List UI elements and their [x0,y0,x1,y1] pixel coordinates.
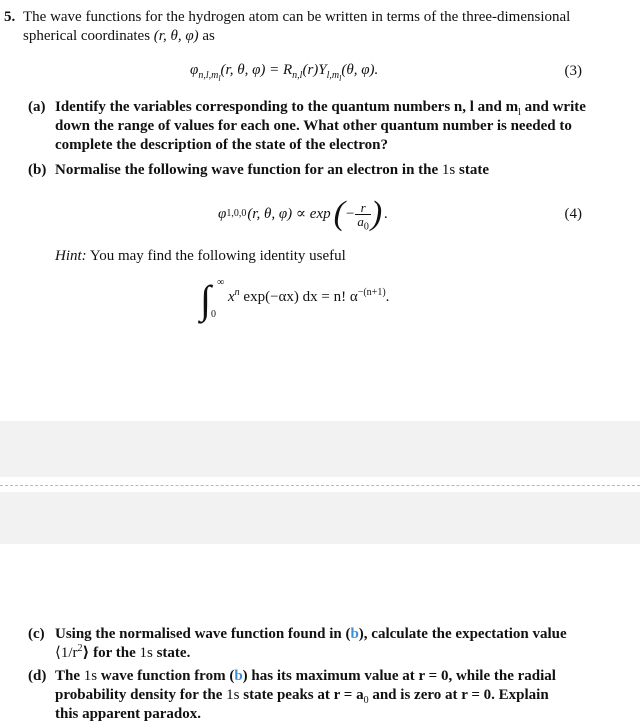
part-d-line-2 [55,686,615,705]
integral-lower-limit: 0 [211,309,216,320]
integral-x: x [228,289,235,305]
equation-3 [190,61,379,83]
eq3-y-sub: l,m [326,70,340,81]
eq3-args: (r, θ, φ) = R [220,62,293,78]
part-d-line-2b: state peaks at r = a [239,687,364,703]
cut-line [0,485,640,486]
eq3-mid: (r)Y [302,62,327,78]
part-a-line-2: down the range of values for each one. What other quantum number is needed to [55,118,572,134]
equation-4-number: (4) [564,206,582,222]
part-d-line-1b: wave function from ( [97,668,235,684]
part-c-line-2b: ⟩ for the [82,645,140,661]
eq4-denominator [355,213,371,233]
eq3-lhs: φ [190,62,199,78]
answer-band-top [0,421,640,477]
part-d-line-2c: and is zero at r = 0. Explain [368,687,549,703]
integral-n: n [234,287,240,298]
part-d-line-3: this apparent paradox. [55,706,202,722]
part-d-text [55,667,615,724]
part-c-label: (c) [28,626,45,642]
eq4-fraction [355,199,371,233]
hint [55,247,346,266]
intro-line-2 [23,27,623,46]
part-a-line-1-text: Identify the variables corresponding to the quantum numbers n, l and m [55,99,519,115]
part-d-state-2: 1s [226,687,240,703]
part-b-text [55,161,489,180]
part-a-label: (a) [28,99,46,115]
part-c-text [55,625,615,663]
eq4-minus: − [345,205,355,222]
question-number-text: 5. [4,9,16,25]
part-d-line-2a: probability density for the [55,687,227,703]
part-d-line-1 [55,667,615,686]
question-number [4,8,15,27]
intro-line-2-text: spherical coordinates [23,28,154,44]
eq3-end: (θ, φ). [341,62,379,78]
part-c-line-1b: ), calculate the expectation value [358,626,567,642]
eq3-lhs-sub2: l [218,74,221,83]
eq4-den-sub: 0 [363,221,369,233]
part-c-line-2a: ⟨1/r [55,645,78,661]
integral-end: . [385,289,390,305]
part-c-line-1 [55,625,615,644]
part-d-line-1a: The [55,668,84,684]
eq4-numerator: r [355,201,371,215]
part-b-text-main: Normalise the following wave function for an electron in the [55,162,442,178]
eq4-end: . [384,205,388,222]
part-a-line-3: complete the description of the state of the electron? [55,137,388,153]
part-b-state: 1s [441,162,456,178]
part-b-label: (b) [28,162,47,178]
eq4-lhs: φ [218,205,227,222]
eq4-close-paren: ) [370,195,383,232]
part-c-line-1a: Using the normalised wave function found in ( [55,626,351,642]
integral-exponent: −(n+1) [357,287,386,298]
part-c-ref-link[interactable]: b [350,626,359,642]
integral-rest: exp(−αx) dx = n! α [239,289,358,305]
intro-line-1: The wave functions for the hydrogen atom can be written in terms of the three-dimensional [23,9,571,25]
intro-line-2-end: as [198,28,215,44]
part-c-line-2 [55,644,615,663]
part-d-line-1c: ) has its maximum value at r = 0, while the radial [242,668,556,684]
eq3-r-sub: n,l [292,70,303,81]
part-a-line-1-sub: l [518,107,521,118]
eq4-mid: (r, θ, φ) ∝ exp [247,205,331,222]
equation-4: φ 1,0,0 (r, θ, φ) ∝ exp ( − $\frac{r}{a_0}$ ) . [218,195,388,233]
part-d-ref-link[interactable]: b [234,668,243,684]
eq4-den-text: a [357,213,364,229]
part-c-state: 1s [139,645,153,661]
intro-line-2-math: (r, θ, φ) [153,28,199,44]
part-c-line-2c: state. [152,645,191,661]
answer-band-bottom [0,492,640,544]
part-c-line-2-sup: 2 [77,643,83,654]
part-a-line-1 [55,98,615,117]
part-a-line-1-end: and write [520,99,586,115]
eq4-open-paren: ( [333,195,345,232]
part-d-label: (d) [28,668,47,684]
part-d-line-2-sub: 0 [363,695,369,706]
eq3-lhs-sub: n,l,m [198,70,219,81]
integral-identity [200,276,460,320]
part-d-state: 1s [83,668,98,684]
question-intro [23,8,623,46]
hint-label: Hint: [55,248,87,264]
part-b-text-end: state [455,162,490,178]
hint-text: You may find the following identity useful [86,248,346,264]
eq3-y-sub2: l [339,74,342,83]
integral-sign: ∫ [200,277,211,322]
equation-3-number: (3) [564,63,582,79]
part-a-text [55,98,615,155]
integral-upper-limit: ∞ [217,277,225,288]
integral-body [228,288,389,307]
